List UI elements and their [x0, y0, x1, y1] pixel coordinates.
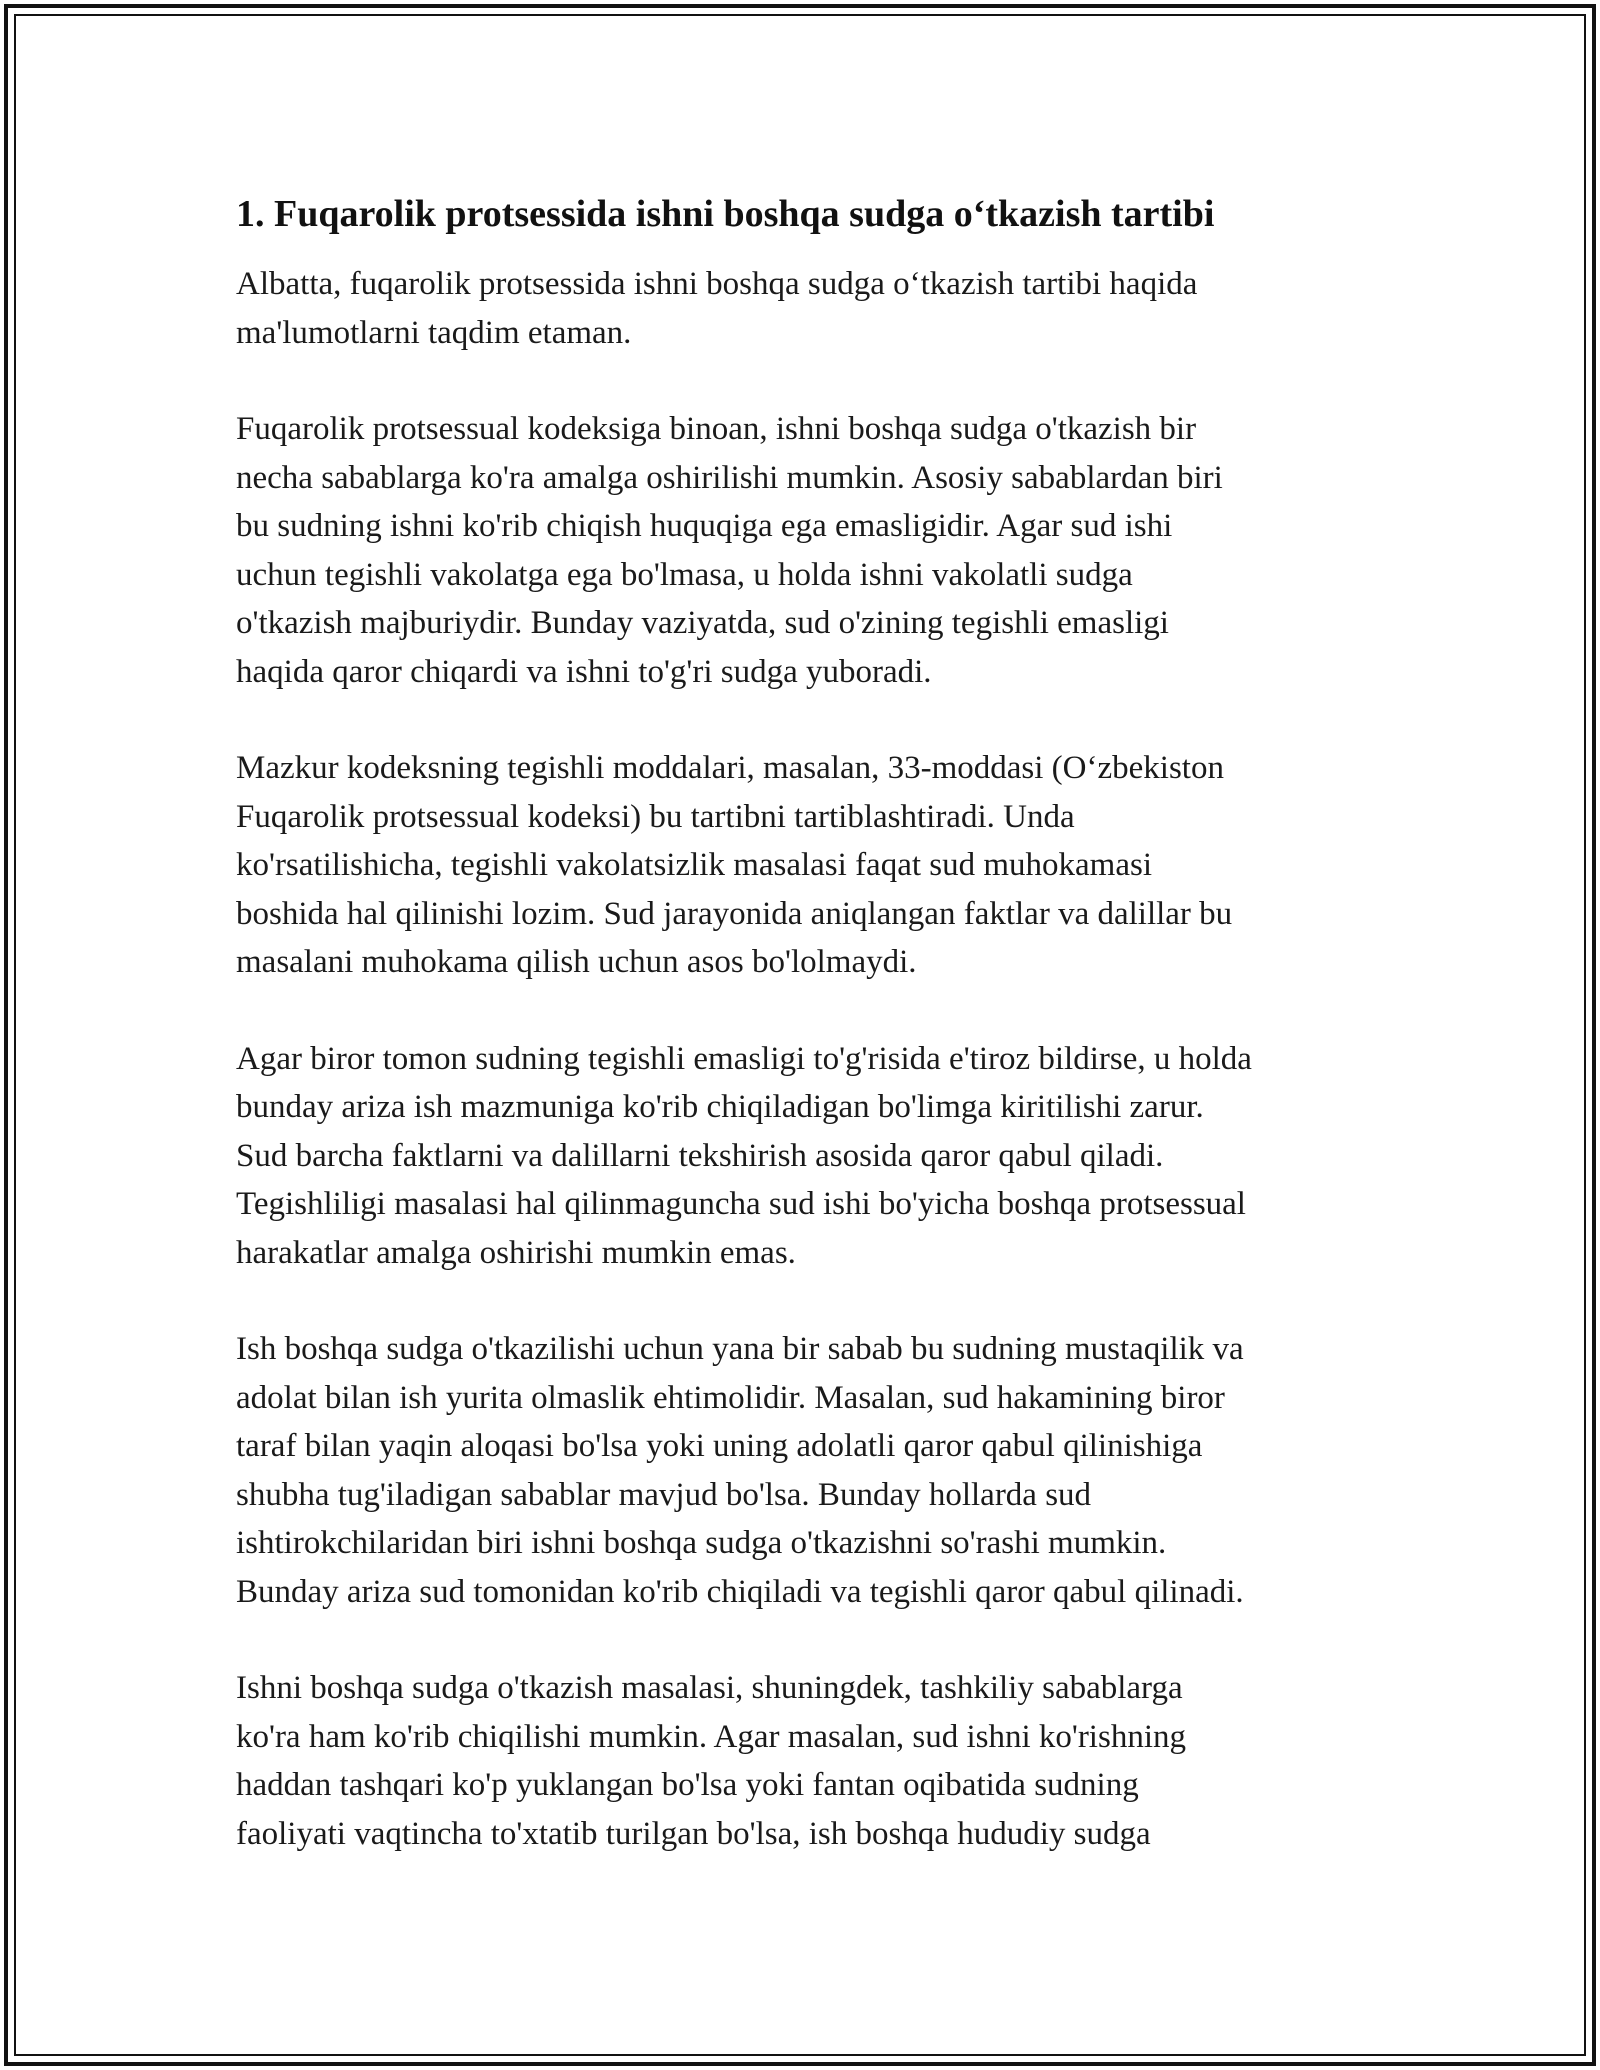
text-line: Fuqarolik protsessual kodeksiga binoan, ishni boshqa sudga o'tkazish bir	[236, 411, 1197, 447]
text-line: ko'rsatilishicha, tegishli vakolatsizlik masalasi faqat sud muhokamasi	[236, 847, 1153, 883]
text-line: necha sabablarga ko'ra amalga oshirilishi mumkin. Asosiy sabablardan biri	[236, 459, 1223, 496]
text-line: ko'ra ham ko'rib chiqilishi mumkin. Agar masalan, sud ishni ko'rishning	[236, 1718, 1186, 1755]
text-line: Mazkur kodeksning tegishli moddalari, masalan, 33-moddasi (O‘zbekiston	[236, 750, 1224, 786]
text-line: o'tkazish majburiydir. Bunday vaziyatda, sud o'zining tegishli emasligi	[236, 605, 1169, 641]
text-line: Agar biror tomon sudning tegishli emasligi to'g'risida e'tiroz bildirse, u holda	[236, 1040, 1252, 1077]
text-line: Albatta, fuqarolik protsessida ishni boshqa sudga o‘tkazish tartibi haqida	[236, 266, 1198, 302]
text-line: uchun tegishli vakolatga ega bo'lmasa, u holda ishni vakolatli sudga	[236, 556, 1133, 593]
paragraph	[236, 405, 1396, 696]
text-line: taraf bilan yaqin aloqasi bo'lsa yoki uning adolatli qaror qabul qilinishiga	[236, 1428, 1203, 1464]
document-title: 1. Fuqarolik protsessida ishni boshqa sudga o‘tkazish tartibi	[236, 193, 1215, 235]
paragraph	[236, 260, 1396, 357]
text-line: masalani muhokama qilish uchun asos bo'lolmaydi.	[236, 944, 917, 980]
text-line: harakatlar amalga oshirishi mumkin emas.	[236, 1234, 796, 1271]
text-line: Ishni boshqa sudga o'tkazish masalasi, shuningdek, tashkiliy sabablarga	[236, 1670, 1183, 1706]
text-line: Bunday ariza sud tomonidan ko'rib chiqiladi va tegishli qaror qabul qilinadi.	[236, 1573, 1244, 1610]
paragraph	[236, 1035, 1396, 1278]
text-line: Sud barcha faktlarni va dalillarni tekshirish asosida qaror qabul qiladi.	[236, 1137, 1164, 1174]
paragraph	[236, 744, 1396, 987]
text-line: bu sudning ishni ko'rib chiqish huquqiga ega emasligidir. Agar sud ishi	[236, 508, 1173, 544]
document-page	[236, 190, 1396, 1906]
text-line: Fuqarolik protsessual kodeksi) bu tartibni tartiblashtiradi. Unda	[236, 798, 1075, 835]
text-line: boshida hal qilinishi lozim. Sud jarayonida aniqlangan faktlar va dalillar bu	[236, 895, 1233, 932]
text-line: faoliyati vaqtincha to'xtatib turilgan bo'lsa, ish boshqa hududiy sudga	[236, 1815, 1151, 1852]
text-line: Ish boshqa sudga o'tkazilishi uchun yana bir sabab bu sudning mustaqilik va	[236, 1331, 1244, 1367]
paragraph	[236, 1664, 1396, 1858]
text-line: haqida qaror chiqardi va ishni to'g'ri sudga yuboradi.	[236, 653, 932, 690]
text-line: bunday ariza ish mazmuniga ko'rib chiqiladigan bo'limga kiritilishi zarur.	[236, 1089, 1204, 1125]
text-line: ma'lumotlarni taqdim etaman.	[236, 314, 632, 351]
text-line: adolat bilan ish yurita olmaslik ehtimolidir. Masalan, sud hakamining biror	[236, 1379, 1225, 1416]
paragraph	[236, 1325, 1396, 1616]
text-line: haddan tashqari ko'p yuklangan bo'lsa yoki fantan oqibatida sudning	[236, 1767, 1139, 1803]
text-line: shubha tug'iladigan sabablar mavjud bo'lsa. Bunday hollarda sud	[236, 1476, 1092, 1513]
text-line: Tegishliligi masalasi hal qilinmaguncha sud ishi bo'yicha boshqa protsessual	[236, 1186, 1246, 1222]
text-line: ishtirokchilaridan biri ishni boshqa sudga o'tkazishni so'rashi mumkin.	[236, 1525, 1167, 1561]
